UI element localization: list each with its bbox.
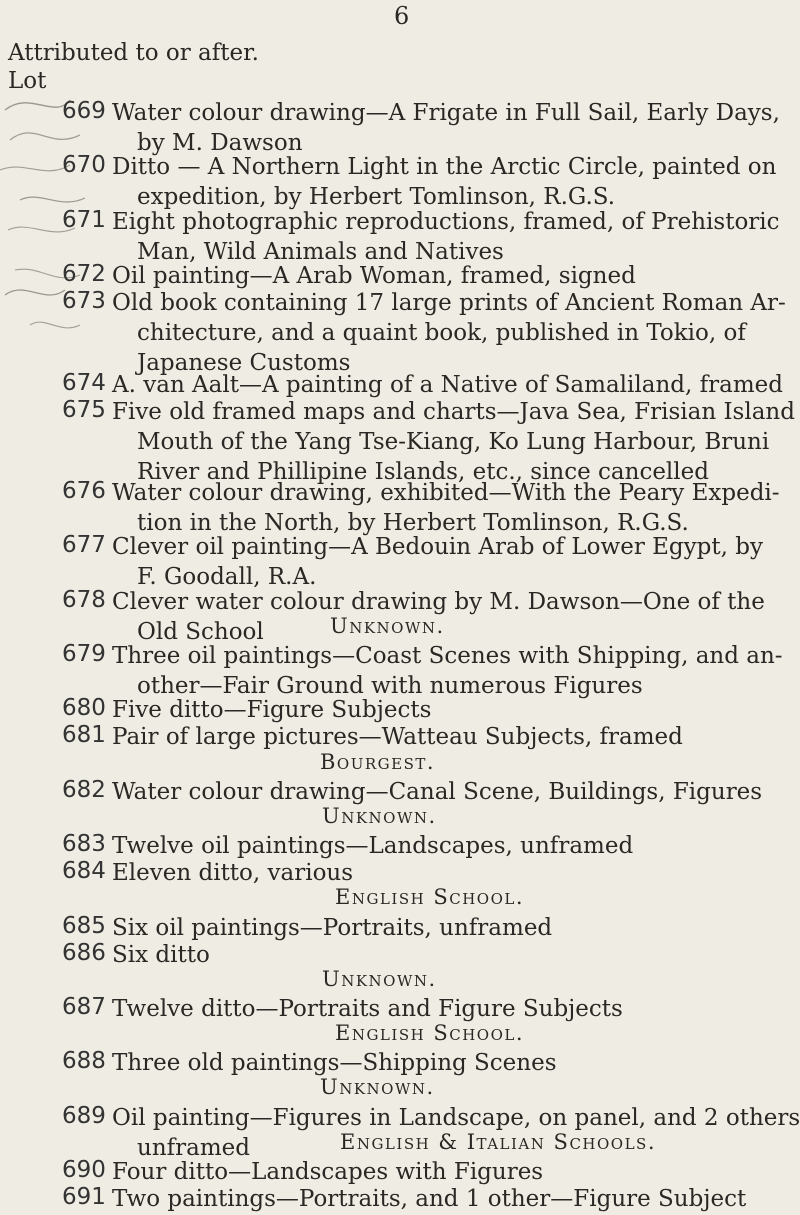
description-line: Twelve oil paintings—Landscapes, unframed [112, 833, 634, 860]
description-line: Oil painting—Figures in Landscape, on panel, and 2 others [112, 1104, 800, 1131]
lot-description [112, 831, 792, 861]
description-line: Water colour drawing—Canal Scene, Buildings, Figures [112, 778, 763, 805]
lot-number: 685 [62, 912, 106, 939]
lot-description [112, 288, 792, 378]
lot-description [112, 1157, 792, 1187]
description-line: Clever oil painting—A Bedouin Arab of Lower Egypt, by [112, 534, 763, 561]
description-line: Eleven ditto, various [112, 860, 354, 887]
lot-description [112, 152, 792, 212]
lot-description [112, 641, 792, 701]
lot-number: 670 [62, 152, 106, 179]
lot-number: 687 [62, 993, 106, 1020]
lot-description [112, 994, 792, 1024]
lot-description [112, 940, 792, 970]
description-line: Water colour drawing—A Frigate in Full Sail, Early Days, [112, 100, 780, 126]
lot-description [112, 1184, 792, 1214]
lot-number: 673 [62, 288, 106, 315]
description-line: Ditto — A Northern Light in the Arctic Circle, painted on [112, 154, 777, 181]
section-heading: Attributed to or after. [8, 40, 259, 66]
description-line: Eight photographic reproductions, framed, of Prehistoric [112, 208, 780, 235]
lot-number: 691 [62, 1184, 106, 1210]
description-line: other—Fair Ground with numerous Figures [137, 673, 643, 699]
school-attribution: Bourgest. [320, 749, 436, 774]
description-line: chitecture, and a quaint book, published in Tokio, of [137, 320, 746, 347]
description-line: by M. Dawson [137, 130, 303, 156]
lot-description [112, 587, 792, 647]
lot-column-label: Lot [8, 68, 47, 94]
lot-number: 677 [62, 532, 106, 559]
description-line: Mouth of the Yang Tse-Kiang, Ko Lung Harbour, Bruni [137, 428, 770, 455]
description-line: Water colour drawing, exhibited—With the Peary Expedi- [112, 480, 780, 507]
lot-description [112, 478, 792, 538]
description-line: tion in the North, by Herbert Tomlinson, R.G.S. [137, 510, 689, 537]
description-line: F. Goodall, R.A. [137, 564, 317, 591]
lot-number: 683 [62, 831, 106, 858]
lot-description [112, 261, 792, 291]
school-attribution: English School. [335, 1021, 525, 1046]
school-attribution: Unknown. [322, 803, 437, 828]
description-line: River and Phillipine Islands, etc., since cancelled [137, 458, 709, 485]
lot-description [112, 722, 792, 752]
lot-number: 689 [62, 1102, 106, 1129]
description-line: Six oil paintings—Portraits, unframed [112, 914, 553, 941]
description-line: unframed [137, 1134, 250, 1161]
description-line: Old book containing 17 large prints of Ancient Roman Ar- [112, 290, 786, 317]
school-attribution: Unknown. [322, 966, 437, 991]
lot-number: 680 [62, 695, 106, 722]
description-line: Two paintings—Portraits, and 1 other—Figure Subject [112, 1186, 747, 1212]
description-line: Old School [137, 618, 264, 645]
lot-description [112, 1048, 792, 1078]
lot-number: 669 [62, 98, 106, 124]
school-attribution: English School. [335, 885, 525, 910]
description-line: Three old paintings—Shipping Scenes [112, 1050, 557, 1077]
lot-description [112, 98, 792, 158]
lot-number: 688 [62, 1048, 106, 1075]
lot-description [112, 207, 792, 267]
lot-number: 682 [62, 776, 106, 803]
description-line: Oil painting—A Arab Woman, framed, signed [112, 262, 636, 289]
school-attribution: Unknown. [330, 613, 445, 638]
description-line: Clever water colour drawing by M. Dawson—One of the [112, 588, 765, 615]
page-number: 6 [394, 2, 410, 30]
description-line: Four ditto—Landscapes with Figures [112, 1158, 544, 1185]
lot-description [112, 695, 792, 725]
description-line: Japanese Customs [137, 350, 351, 377]
description-line: Five ditto—Figure Subjects [112, 697, 432, 724]
lot-number: 676 [62, 478, 106, 505]
lot-number: 690 [62, 1156, 106, 1183]
school-attribution: Unknown. [320, 1075, 435, 1100]
lot-number: 674 [62, 369, 106, 396]
school-attribution: English & Italian Schools. [340, 1129, 657, 1154]
lot-number: 686 [62, 939, 106, 966]
lot-number: 678 [62, 586, 106, 613]
lot-number: 681 [62, 722, 106, 749]
lot-description [112, 858, 792, 888]
description-line: Five old framed maps and charts—Java Sea, Frisian Island [112, 398, 795, 425]
lot-number: 672 [62, 260, 106, 287]
description-line: A. van Aalt—A painting of a Native of Samaliland, framed [112, 371, 783, 398]
description-line: Six ditto [112, 941, 210, 968]
lot-number: 679 [62, 641, 106, 667]
lot-description [112, 777, 792, 807]
description-line: expedition, by Herbert Tomlinson, R.G.S. [137, 184, 616, 211]
lot-description [112, 370, 792, 400]
lot-description [112, 913, 792, 943]
lot-number: 671 [62, 206, 106, 233]
lot-number: 675 [62, 396, 106, 423]
description-line: Pair of large pictures—Watteau Subjects, framed [112, 724, 683, 751]
description-line: Twelve ditto—Portraits and Figure Subjects [112, 995, 623, 1022]
lot-description [112, 532, 792, 592]
lot-description [112, 397, 795, 487]
lot-number: 684 [62, 858, 106, 885]
description-line: Three oil paintings—Coast Scenes with Shipping, and an- [112, 643, 783, 669]
description-line: Man, Wild Animals and Natives [137, 238, 504, 265]
